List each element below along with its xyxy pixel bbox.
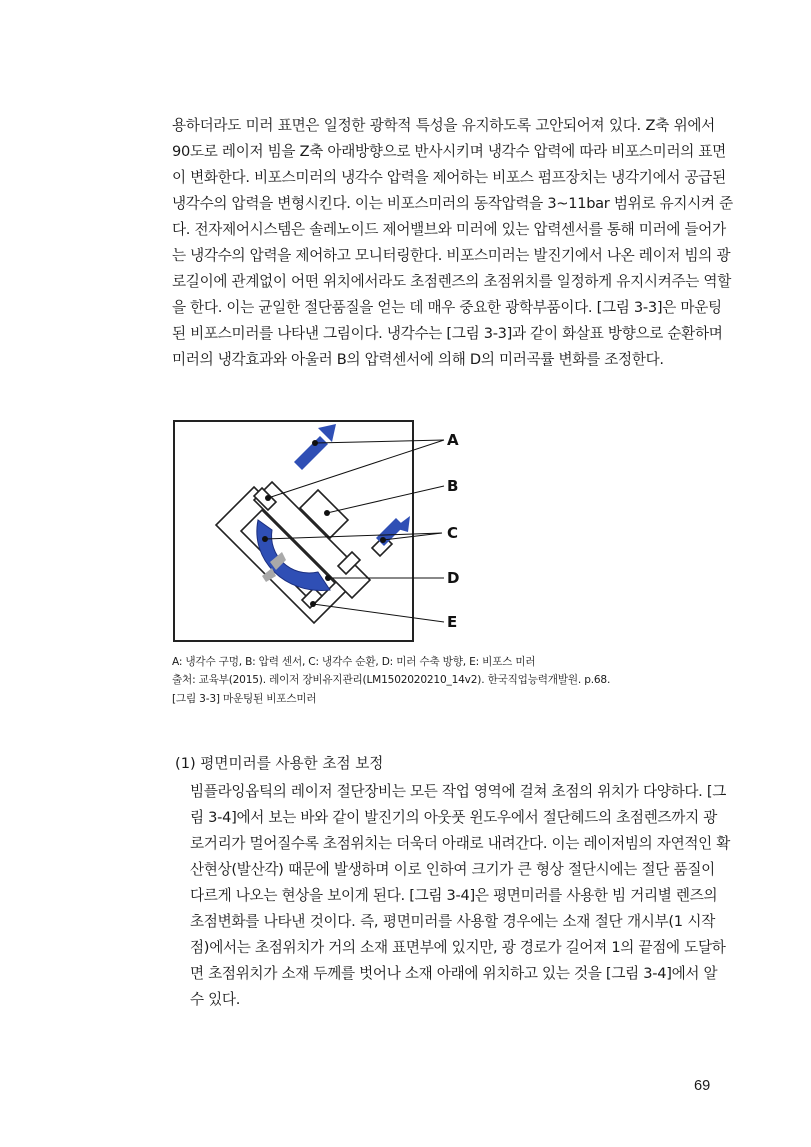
figure-label-d: D xyxy=(447,569,460,587)
section-line: 면 초점위치가 소재 두께를 벗어나 소재 아래에 위치하고 있는 것을 [그림 3-4]에서 알 xyxy=(190,965,718,982)
paragraph-line: 냉각수의 압력을 변형시킨다. 이는 비포스미러의 동작압력을 3~11bar 범위로 유지시켜 준 xyxy=(172,195,733,212)
figure-label-e: E xyxy=(447,613,458,631)
coolant-outlet-arrow-icon xyxy=(294,424,336,470)
paragraph-line: 용하더라도 미러 표면은 일정한 광학적 특성을 유지하도록 고안되어져 있다. Z축 위에서 xyxy=(172,117,715,134)
section-line: 로거리가 멀어질수록 초점위치는 더욱더 아래로 내려간다. 이는 레이저빔의 자연적인 확 xyxy=(190,835,731,852)
section-line: 초점변화를 나타낸 것이다. 즉, 평면미러를 사용할 경우에는 소재 절단 개시부(1 시작 xyxy=(190,913,715,930)
section-line: 다르게 나오는 현상을 보이게 된다. [그림 3-4]은 평면미러를 사용한 빔 거리별 렌즈의 xyxy=(190,887,718,904)
leader-line-a xyxy=(268,440,444,498)
section-line: 산현상(발산각) 때문에 발생하며 이로 인하여 크기가 큰 형상 절단시에는 절단 품질이 xyxy=(190,861,715,878)
paragraph-line: 90도로 레이저 빔을 Z축 아래방향으로 반사시키며 냉각수 압력에 따라 비포스미러의 표면 xyxy=(172,143,726,160)
paragraph-line: 로길이에 관계없이 어떤 위치에서라도 초점렌즈의 초점위치를 일정하게 유지시켜주는 역할 xyxy=(172,273,732,290)
leader-line-b xyxy=(327,486,444,513)
page-number: 69 xyxy=(694,1078,711,1094)
section-line: 점)에서는 초점위치가 거의 소재 표면부에 있지만, 광 경로가 길어져 1의 끝점에 도달하 xyxy=(190,939,726,956)
figure-caption: [그림 3-3] 마운팅된 비포스미러 xyxy=(172,693,317,705)
leader-line-e xyxy=(313,604,444,622)
figure-label-a: A xyxy=(447,431,459,449)
paragraph-line: 이 변화한다. 비포스미러의 냉각수 압력을 제어하는 비포스 펌프장치는 냉각기에서 공급된 xyxy=(172,169,726,186)
mirror-mount xyxy=(216,482,392,623)
figure-source: 출처: 교육부(2015). 레이저 장비유지관리(LM1502020210_14v2). 한국직업능력개발원. p.68. xyxy=(172,674,611,686)
section-line: 림 3-4]에서 보는 바와 같이 발진기의 아웃풋 윈도우에서 절단헤드의 초점렌즈까지 광 xyxy=(190,809,718,826)
leader-line-a xyxy=(315,440,444,443)
section-line: 빔플라잉옵틱의 레이저 절단장비는 모든 작업 영역에 걸쳐 초점의 위치가 다양하다. [그 xyxy=(190,783,727,800)
paragraph-line: 된 비포스미러를 나타낸 그림이다. 냉각수는 [그림 3-3]과 같이 화살표 방향으로 순환하며 xyxy=(172,325,723,342)
paragraph-line: 다. 전자제어시스템은 솔레노이드 제어밸브와 미러에 있는 압력센서를 통해 미러에 들어가 xyxy=(172,221,726,238)
figure-label-b: B xyxy=(447,477,459,495)
paragraph-line: 미러의 냉각효과와 아울러 B의 압력센서에 의해 D의 미러곡률 변화를 조정한다. xyxy=(172,351,664,368)
section-line: 수 있다. xyxy=(190,991,241,1008)
paragraph-line: 는 냉각수의 압력을 제어하고 모니터링한다. 비포스미러는 발진기에서 나온 레이저 빔의 광 xyxy=(172,247,731,264)
figure-legend: A: 냉각수 구멍, B: 압력 센서, C: 냉각수 순환, D: 미러 수축 방향, E: 비포스 미러 xyxy=(172,656,536,668)
section-title: (1) 평면미러를 사용한 초점 보정 xyxy=(175,755,384,772)
paragraph-line: 을 한다. 이는 균일한 절단품질을 얻는 데 매우 중요한 광학부품이다. [그림 3-3]은 마운팅 xyxy=(172,299,722,316)
figure-label-c: C xyxy=(447,524,459,542)
